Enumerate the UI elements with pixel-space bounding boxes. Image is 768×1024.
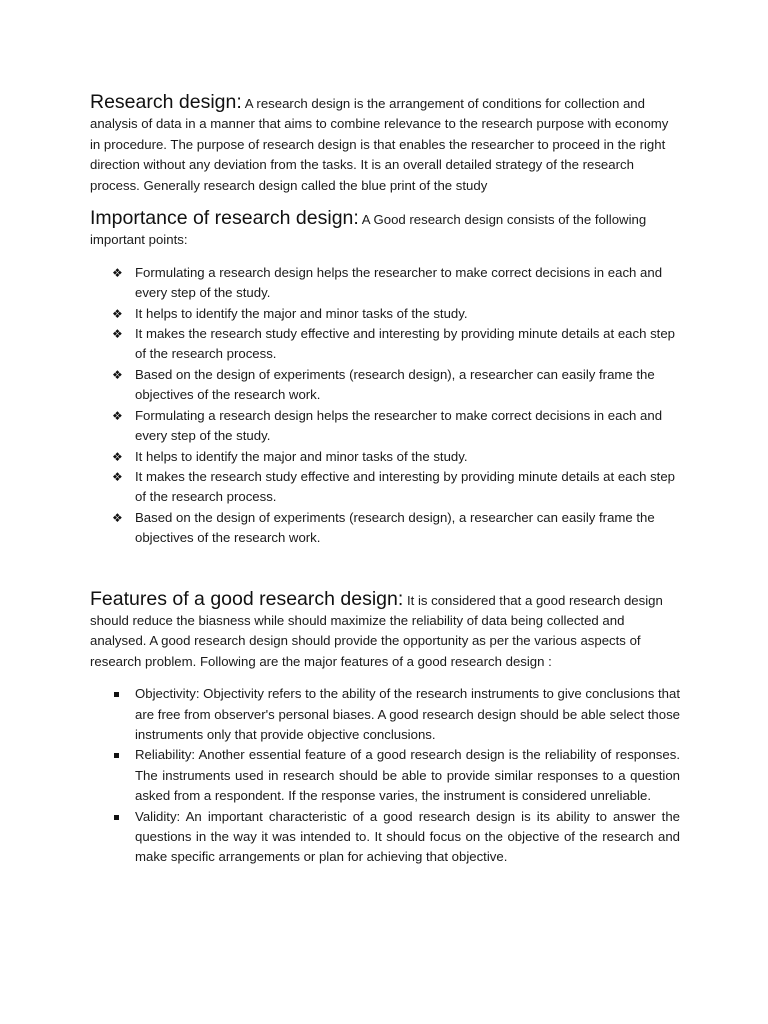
- research-design-paragraph: [90, 92, 680, 196]
- features-body: It is considered that a good research design should reduce the biasness while should maximize the reliability of data being collected and analysed. A good research design should provide the opportunity as per the various aspects of research problem. Following are the major features of a good research design :: [90, 592, 663, 669]
- list-item: ❖ It helps to identify the major and minor tasks of the study.: [90, 304, 680, 324]
- square-bullet-icon: [114, 815, 119, 820]
- list-item: ❖ Formulating a research design helps the researcher to make correct decisions in each and every step of the study.: [112, 407, 663, 444]
- diamond-bullet-icon: ❖: [112, 510, 123, 525]
- features-heading: Features of a good research design:: [90, 587, 404, 610]
- list-item: ❖ Based on the design of experiments (research design), a researcher can easily frame the objectives of the research work.: [112, 366, 655, 403]
- diamond-bullet-icon: ❖: [112, 367, 123, 382]
- list-item: Reliability: Another essential feature of a good research design is the reliability of responses. The instruments used in research should be able to provide similar responses to a question asked from a respondent. If the response varies, the instrument is considered unreliable.: [90, 745, 680, 806]
- square-bullet-icon: [114, 753, 119, 758]
- features-list: [90, 684, 680, 868]
- list-item: Validity: An important characteristic of a good research design is its ability to answer the questions in the way it was intended to. It should focus on the objective of the research and make specific arrangements or plan for achieving that objective.: [90, 807, 680, 868]
- diamond-bullet-icon: ❖: [112, 265, 123, 280]
- square-bullet-icon: [114, 692, 119, 697]
- list-item: ❖ It helps to identify the major and minor tasks of the study.: [90, 447, 680, 467]
- features-paragraph: [90, 589, 680, 673]
- importance-body: A Good research design consists of the following important points:: [90, 212, 647, 248]
- importance-heading: Importance of research design:: [90, 207, 359, 230]
- list-item: ❖ Based on the design of experiments (research design), a researcher can easily frame the objectives of the research work.: [112, 509, 655, 546]
- diamond-bullet-icon: ❖: [112, 327, 123, 342]
- importance-paragraph: [90, 208, 680, 251]
- diamond-bullet-icon: ❖: [112, 408, 123, 423]
- list-item: ❖ It makes the research study effective and interesting by providing minute details at each step of the research process.: [112, 326, 676, 362]
- list-item: ❖ It makes the research study effective and interesting by providing minute details at each step of the research process.: [112, 468, 676, 505]
- document-page: [90, 92, 680, 868]
- research-design-heading: Research design:: [90, 91, 242, 113]
- research-design-body: A research design is the arrangement of conditions for collection and analysis of data in a manner that aims to combine relevance to the research purpose with economy in procedure. The purpose of research design is that enables the researcher to proceed in the right direction without any deviation from the tasks. It is an overall detailed strategy of the research process. Generally research design called the blue print of the study: [90, 96, 669, 193]
- diamond-bullet-icon: ❖: [112, 306, 123, 321]
- diamond-bullet-icon: ❖: [112, 469, 123, 484]
- importance-list: [90, 263, 680, 549]
- list-item: Objectivity: Objectivity refers to the ability of the research instruments to give conclusions that are free from observer's personal biases. A good research design should be able select those instruments only that provide objective conclusions.: [90, 684, 680, 745]
- list-item: ❖ Formulating a research design helps the researcher to make correct decisions in each and every step of the study.: [112, 264, 663, 301]
- diamond-bullet-icon: ❖: [112, 449, 123, 464]
